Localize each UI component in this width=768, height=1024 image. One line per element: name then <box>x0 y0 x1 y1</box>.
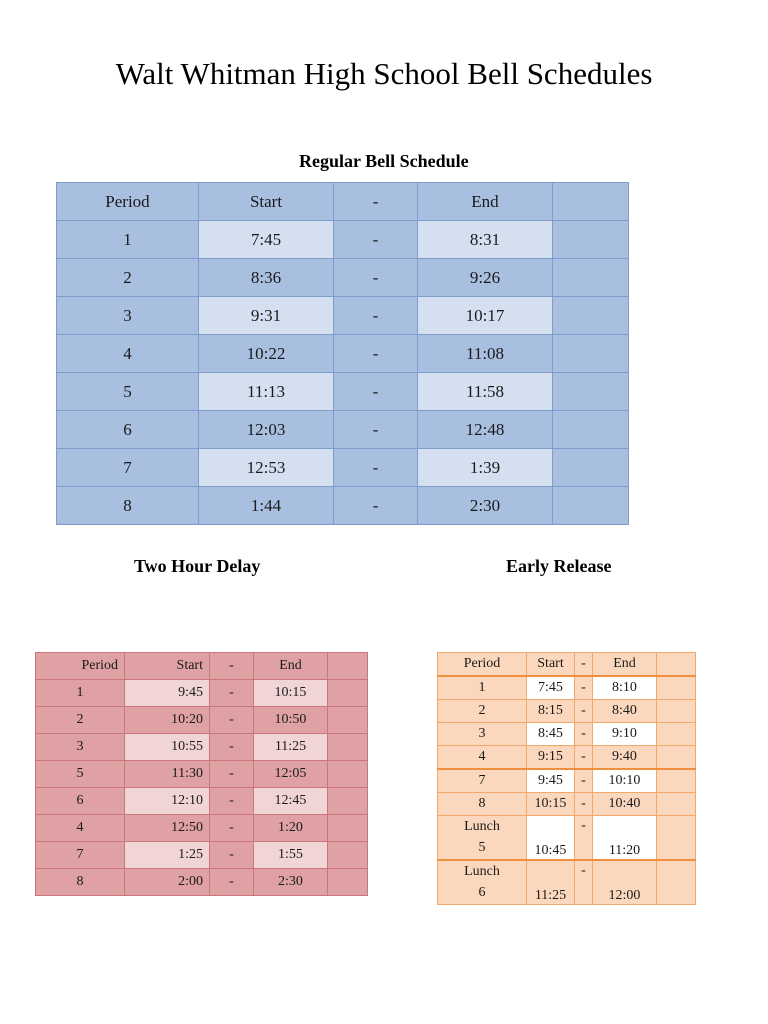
end-cell: 10:50 <box>254 707 328 734</box>
end-cell: 1:55 <box>254 842 328 869</box>
header-start: Start <box>527 653 575 677</box>
dash-cell: - <box>575 676 593 700</box>
start-cell: 1:25 <box>125 842 210 869</box>
table-row <box>57 221 629 259</box>
lunch-period-number: 6 <box>478 885 486 900</box>
table-header-row <box>438 653 696 677</box>
blank-cell <box>553 221 629 259</box>
dash-cell: - <box>210 761 254 788</box>
end-cell: 8:40 <box>593 700 657 723</box>
table-row <box>36 815 368 842</box>
dash-cell: - <box>210 869 254 896</box>
end-cell: 9:10 <box>593 723 657 746</box>
table-row <box>57 449 629 487</box>
period-cell: 2 <box>438 700 527 723</box>
end-cell: 2:30 <box>254 869 328 896</box>
end-cell: 2:30 <box>418 487 553 525</box>
dash-cell: - <box>210 788 254 815</box>
header-start: Start <box>125 653 210 680</box>
start-cell: 2:00 <box>125 869 210 896</box>
start-cell: 8:36 <box>199 259 334 297</box>
header-end: End <box>418 183 553 221</box>
period-cell: 4 <box>57 335 199 373</box>
blank-cell <box>553 259 629 297</box>
header-blank <box>328 653 368 680</box>
blank-cell <box>328 707 368 734</box>
period-cell: 2 <box>57 259 199 297</box>
end-cell: 11:58 <box>418 373 553 411</box>
start-cell: 10:22 <box>199 335 334 373</box>
blank-cell <box>328 761 368 788</box>
table-row <box>438 676 696 700</box>
lunch-period-cell <box>438 860 527 905</box>
dash-cell: - <box>334 373 418 411</box>
dash-cell: - <box>575 723 593 746</box>
table-header-row <box>57 183 629 221</box>
header-blank <box>553 183 629 221</box>
start-cell: 10:20 <box>125 707 210 734</box>
regular-schedule-table <box>56 182 629 525</box>
early-release-title: Early Release <box>506 556 612 576</box>
blank-cell <box>657 700 696 723</box>
end-cell: 10:10 <box>593 769 657 793</box>
end-cell: 11:08 <box>418 335 553 373</box>
blank-cell <box>657 676 696 700</box>
period-cell: 3 <box>57 297 199 335</box>
period-cell: 5 <box>36 761 125 788</box>
period-cell: 8 <box>57 487 199 525</box>
table-row <box>57 259 629 297</box>
table-row-lunch <box>438 816 696 861</box>
regular-schedule-title: Regular Bell Schedule <box>299 151 469 171</box>
period-cell: 4 <box>36 815 125 842</box>
dash-cell: - <box>575 746 593 770</box>
period-cell: 6 <box>36 788 125 815</box>
dash-cell: - <box>334 259 418 297</box>
period-cell: 3 <box>36 734 125 761</box>
dash-cell: - <box>334 411 418 449</box>
start-cell: 7:45 <box>527 676 575 700</box>
period-cell: 7 <box>36 842 125 869</box>
period-cell: 7 <box>438 769 527 793</box>
period-cell: 8 <box>36 869 125 896</box>
table-row <box>36 788 368 815</box>
end-cell: 8:31 <box>418 221 553 259</box>
start-cell: 10:45 <box>527 816 575 861</box>
dash-cell: - <box>210 734 254 761</box>
blank-cell <box>553 411 629 449</box>
period-cell: 1 <box>438 676 527 700</box>
start-cell: 9:45 <box>125 680 210 707</box>
end-cell: 11:25 <box>254 734 328 761</box>
blank-cell <box>553 487 629 525</box>
start-cell: 12:10 <box>125 788 210 815</box>
end-cell: 1:39 <box>418 449 553 487</box>
start-cell: 12:50 <box>125 815 210 842</box>
start-cell: 1:44 <box>199 487 334 525</box>
period-cell: 2 <box>36 707 125 734</box>
end-cell: 12:00 <box>593 860 657 905</box>
lunch-label: Lunch <box>464 819 500 834</box>
lunch-label: Lunch <box>464 864 500 879</box>
table-row <box>36 680 368 707</box>
dash-cell: - <box>575 700 593 723</box>
start-cell: 9:31 <box>199 297 334 335</box>
end-cell: 9:26 <box>418 259 553 297</box>
blank-cell <box>328 734 368 761</box>
table-row <box>57 373 629 411</box>
two-hour-delay-table <box>35 652 368 896</box>
header-start: Start <box>199 183 334 221</box>
blank-cell <box>328 815 368 842</box>
dash-cell: - <box>210 680 254 707</box>
start-cell: 8:15 <box>527 700 575 723</box>
table-row <box>438 723 696 746</box>
table-row <box>438 746 696 770</box>
blank-cell <box>553 335 629 373</box>
dash-cell: - <box>575 769 593 793</box>
header-end: End <box>593 653 657 677</box>
blank-cell <box>657 793 696 816</box>
start-cell: 11:13 <box>199 373 334 411</box>
period-cell: 1 <box>57 221 199 259</box>
dash-cell: - <box>334 449 418 487</box>
blank-cell <box>553 297 629 335</box>
blank-cell <box>657 769 696 793</box>
blank-cell <box>657 860 696 905</box>
start-cell: 12:53 <box>199 449 334 487</box>
period-cell: 6 <box>57 411 199 449</box>
dash-cell: - <box>210 842 254 869</box>
start-cell: 10:55 <box>125 734 210 761</box>
table-row <box>36 707 368 734</box>
end-cell: 12:45 <box>254 788 328 815</box>
dash-cell: - <box>210 707 254 734</box>
table-row <box>438 700 696 723</box>
start-cell: 9:45 <box>527 769 575 793</box>
end-cell: 10:17 <box>418 297 553 335</box>
dash-cell: - <box>334 487 418 525</box>
dash-cell: - <box>334 221 418 259</box>
table-header-row <box>36 653 368 680</box>
end-cell: 1:20 <box>254 815 328 842</box>
period-cell: 3 <box>438 723 527 746</box>
end-cell: 11:20 <box>593 816 657 861</box>
period-cell: 8 <box>438 793 527 816</box>
dash-cell: - <box>210 815 254 842</box>
header-dash: - <box>210 653 254 680</box>
period-cell: 5 <box>57 373 199 411</box>
period-cell: 7 <box>57 449 199 487</box>
start-cell: 11:30 <box>125 761 210 788</box>
blank-cell <box>328 869 368 896</box>
blank-cell <box>553 373 629 411</box>
start-cell: 10:15 <box>527 793 575 816</box>
table-row <box>36 761 368 788</box>
dash-cell: - <box>334 297 418 335</box>
blank-cell <box>657 746 696 770</box>
blank-cell <box>328 788 368 815</box>
period-cell: 1 <box>36 680 125 707</box>
start-cell: 8:45 <box>527 723 575 746</box>
table-row <box>57 335 629 373</box>
table-row <box>57 487 629 525</box>
end-cell: 12:05 <box>254 761 328 788</box>
start-cell: 11:25 <box>527 860 575 905</box>
table-row <box>57 297 629 335</box>
header-blank <box>657 653 696 677</box>
table-row <box>36 869 368 896</box>
lunch-period-cell <box>438 816 527 861</box>
table-row <box>36 734 368 761</box>
blank-cell <box>328 680 368 707</box>
header-dash: - <box>334 183 418 221</box>
blank-cell <box>328 842 368 869</box>
end-cell: 10:15 <box>254 680 328 707</box>
blank-cell <box>657 816 696 861</box>
header-period: Period <box>36 653 125 680</box>
header-period: Period <box>438 653 527 677</box>
table-row-lunch <box>438 860 696 905</box>
table-row <box>36 842 368 869</box>
end-cell: 10:40 <box>593 793 657 816</box>
end-cell: 8:10 <box>593 676 657 700</box>
dash-cell: - <box>334 335 418 373</box>
table-row <box>57 411 629 449</box>
blank-cell <box>553 449 629 487</box>
two-hour-delay-title: Two Hour Delay <box>134 556 261 576</box>
period-cell: 4 <box>438 746 527 770</box>
header-dash: - <box>575 653 593 677</box>
header-end: End <box>254 653 328 680</box>
dash-cell: - <box>575 816 593 861</box>
header-period: Period <box>57 183 199 221</box>
start-cell: 9:15 <box>527 746 575 770</box>
dash-cell: - <box>575 860 593 905</box>
page-title: Walt Whitman High School Bell Schedules <box>115 56 653 91</box>
blank-cell <box>657 723 696 746</box>
table-row <box>438 769 696 793</box>
table-row <box>438 793 696 816</box>
end-cell: 9:40 <box>593 746 657 770</box>
start-cell: 7:45 <box>199 221 334 259</box>
early-release-table <box>437 652 696 905</box>
start-cell: 12:03 <box>199 411 334 449</box>
lunch-period-number: 5 <box>478 840 486 855</box>
end-cell: 12:48 <box>418 411 553 449</box>
dash-cell: - <box>575 793 593 816</box>
